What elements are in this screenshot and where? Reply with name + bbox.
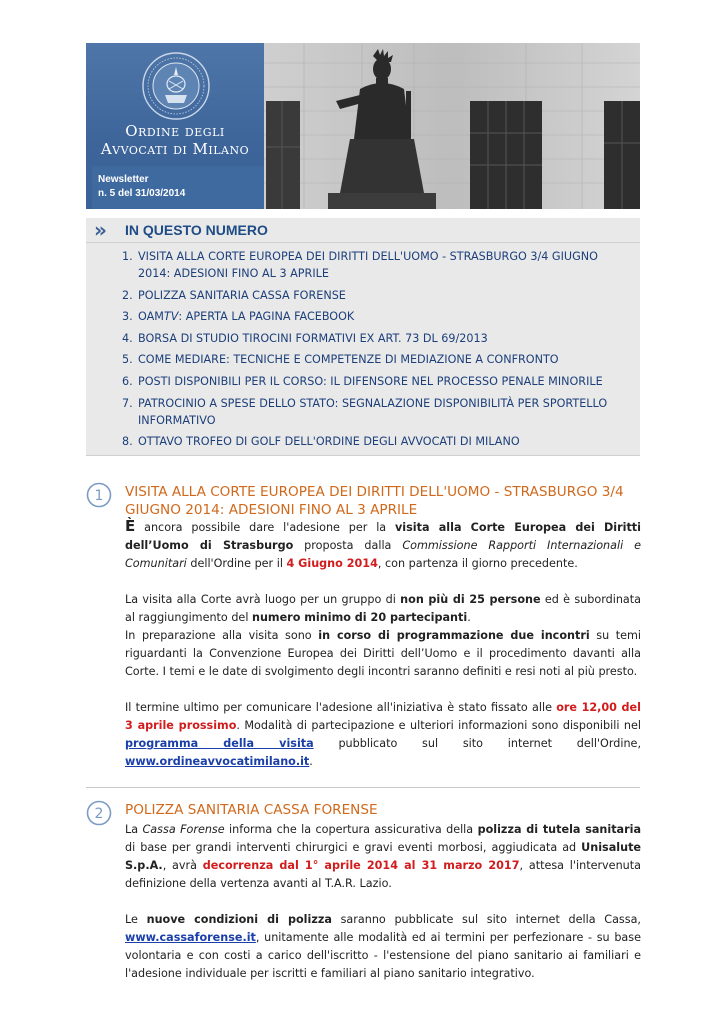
svg-text:1: 1 xyxy=(94,488,104,505)
programma-visita-link[interactable]: programma della visita xyxy=(125,737,314,750)
toc-item-8[interactable]: 8. OTTAVO TROFEO DI GOLF DELL'ORDINE DEGLI AVVOCATI DI MILANO xyxy=(122,435,520,449)
toc-header xyxy=(86,218,640,243)
toc-panel xyxy=(86,218,640,456)
svg-text:2: 2 xyxy=(94,806,104,823)
section-2-number-icon xyxy=(86,800,112,826)
toc-item-4[interactable]: 4. BORSA DI STUDIO TIROCINI FORMATIVI EX ART. 73 DL 69/2013 xyxy=(122,331,488,345)
section-1-paragraph-4: Il termine ultimo per comunicare l'adesione all'iniziativa è stato fissato alle ore 12,00 del 3 aprile prossimo. Modalità di partecipazione e ulteriori informazioni sono disponibili nel programma della visita pubblicato sul sito internet dell'Ordine, www.ordineavvocatimilano.it. xyxy=(125,701,641,768)
cassaforense-link[interactable]: www.cassaforense.it xyxy=(125,931,256,944)
section-divider xyxy=(86,787,640,788)
org-name xyxy=(86,122,264,158)
toc-item-2[interactable]: 2. POLIZZA SANITARIA CASSA FORENSE xyxy=(122,288,346,302)
toc-item-6[interactable]: 6. POSTI DISPONIBILI PER IL CORSO: IL DIFENSORE NEL PROCESSO PENALE MINORILE xyxy=(122,374,603,388)
courthouse-statue-photo xyxy=(264,43,640,209)
header-banner xyxy=(86,43,640,209)
section-2-title: POLIZZA SANITARIA CASSA FORENSE xyxy=(125,802,378,818)
section-1-paragraph-1: È ancora possibile dare l'adesione per la visita alla Corte Europea dei Diritti dell’Uomo di Strasburgo proposta dalla Commissione Rapporti Internazionali e Comunitari dell'Ordine per il 4 Giugno 2014, con partenza il giorno precedente. xyxy=(125,517,641,570)
seal-icon xyxy=(141,51,211,121)
newsletter-label xyxy=(98,173,185,201)
org-name-line1: Ordine degli xyxy=(125,122,225,140)
toc-item-3[interactable]: 3. OAMTV: APERTA LA PAGINA FACEBOOK xyxy=(122,310,355,324)
newsletter-issue: n. 5 del 31/03/2014 xyxy=(98,188,186,199)
toc-item-5[interactable]: 5. COME MEDIARE: TECNICHE E COMPETENZE DI MEDIAZIONE A CONFRONTO xyxy=(122,353,559,367)
ordine-website-link[interactable]: www.ordineavvocatimilano.it xyxy=(125,755,310,768)
section-1-paragraph-2: La visita alla Corte avrà luogo per un gruppo di non più di 25 persone ed è subordinata al raggiungimento del numero minimo di 20 partecipanti. xyxy=(125,593,642,624)
toc-item-1[interactable]: 1. VISITA ALLA CORTE EUROPEA DEI DIRITTI DELL'UOMO - STRASBURGO 3/4 GIUGNO 2014: ADESIONI FINO AL 3 APRILE xyxy=(122,250,598,280)
section-2-body xyxy=(125,821,641,983)
toc-title: IN QUESTO NUMERO xyxy=(125,222,268,238)
newsletter-title: Newsletter xyxy=(98,174,149,185)
banner-logo-panel xyxy=(86,43,264,209)
toc-list xyxy=(122,248,612,455)
section-2-paragraph-1: La Cassa Forense informa che la copertura assicurativa della polizza di tutela sanitaria di base per grandi interventi chirurgici e gravi eventi morbosi, aggiudicata ad Unisalute S.p.A., avrà decorrenza dal 1° aprile 2014 al 31 marzo 2017, attesa l'intervenuta definizione della vertenza avanti al T.A.R. Lazio. xyxy=(125,823,641,890)
toc-item-7[interactable]: 7. PATROCINIO A SPESE DELLO STATO: SEGNALAZIONE DISPONIBILITÀ PER SPORTELLO INFORMATIVO xyxy=(122,396,608,427)
section-1-number-icon xyxy=(86,482,112,508)
section-1-paragraph-3: In preparazione alla visita sono in corso di programmazione due incontri su temi riguardanti la Convenzione Europea dei Diritti dell’Uomo e il procedimento davanti alla Corte. I temi e le date di svolgimento degli incontri saranno definiti e resi noti al più presto. xyxy=(125,629,642,678)
section-1-title: VISITA ALLA CORTE EUROPEA DEI DIRITTI DELL'UOMO - STRASBURGO 3/4 GIUGNO 2014: ADESIONI FINO AL 3 APRILE xyxy=(125,484,624,518)
double-chevron-right-icon: » xyxy=(94,218,107,242)
section-1-body xyxy=(125,519,641,771)
section-2-paragraph-2: Le nuove condizioni di polizza saranno pubblicate sul sito internet della Cassa, www.cassaforense.it, unitamente alle modalità ed ai termini per perfezionare - su base volontaria e con costi a carico dell'iscritto - l'estensione del piano sanitario ai familiari e l'adesione individuale per iscritti e familiari al piano sanitario integrativo. xyxy=(125,913,641,980)
org-name-line2: Avvocati di Milano xyxy=(100,140,250,158)
